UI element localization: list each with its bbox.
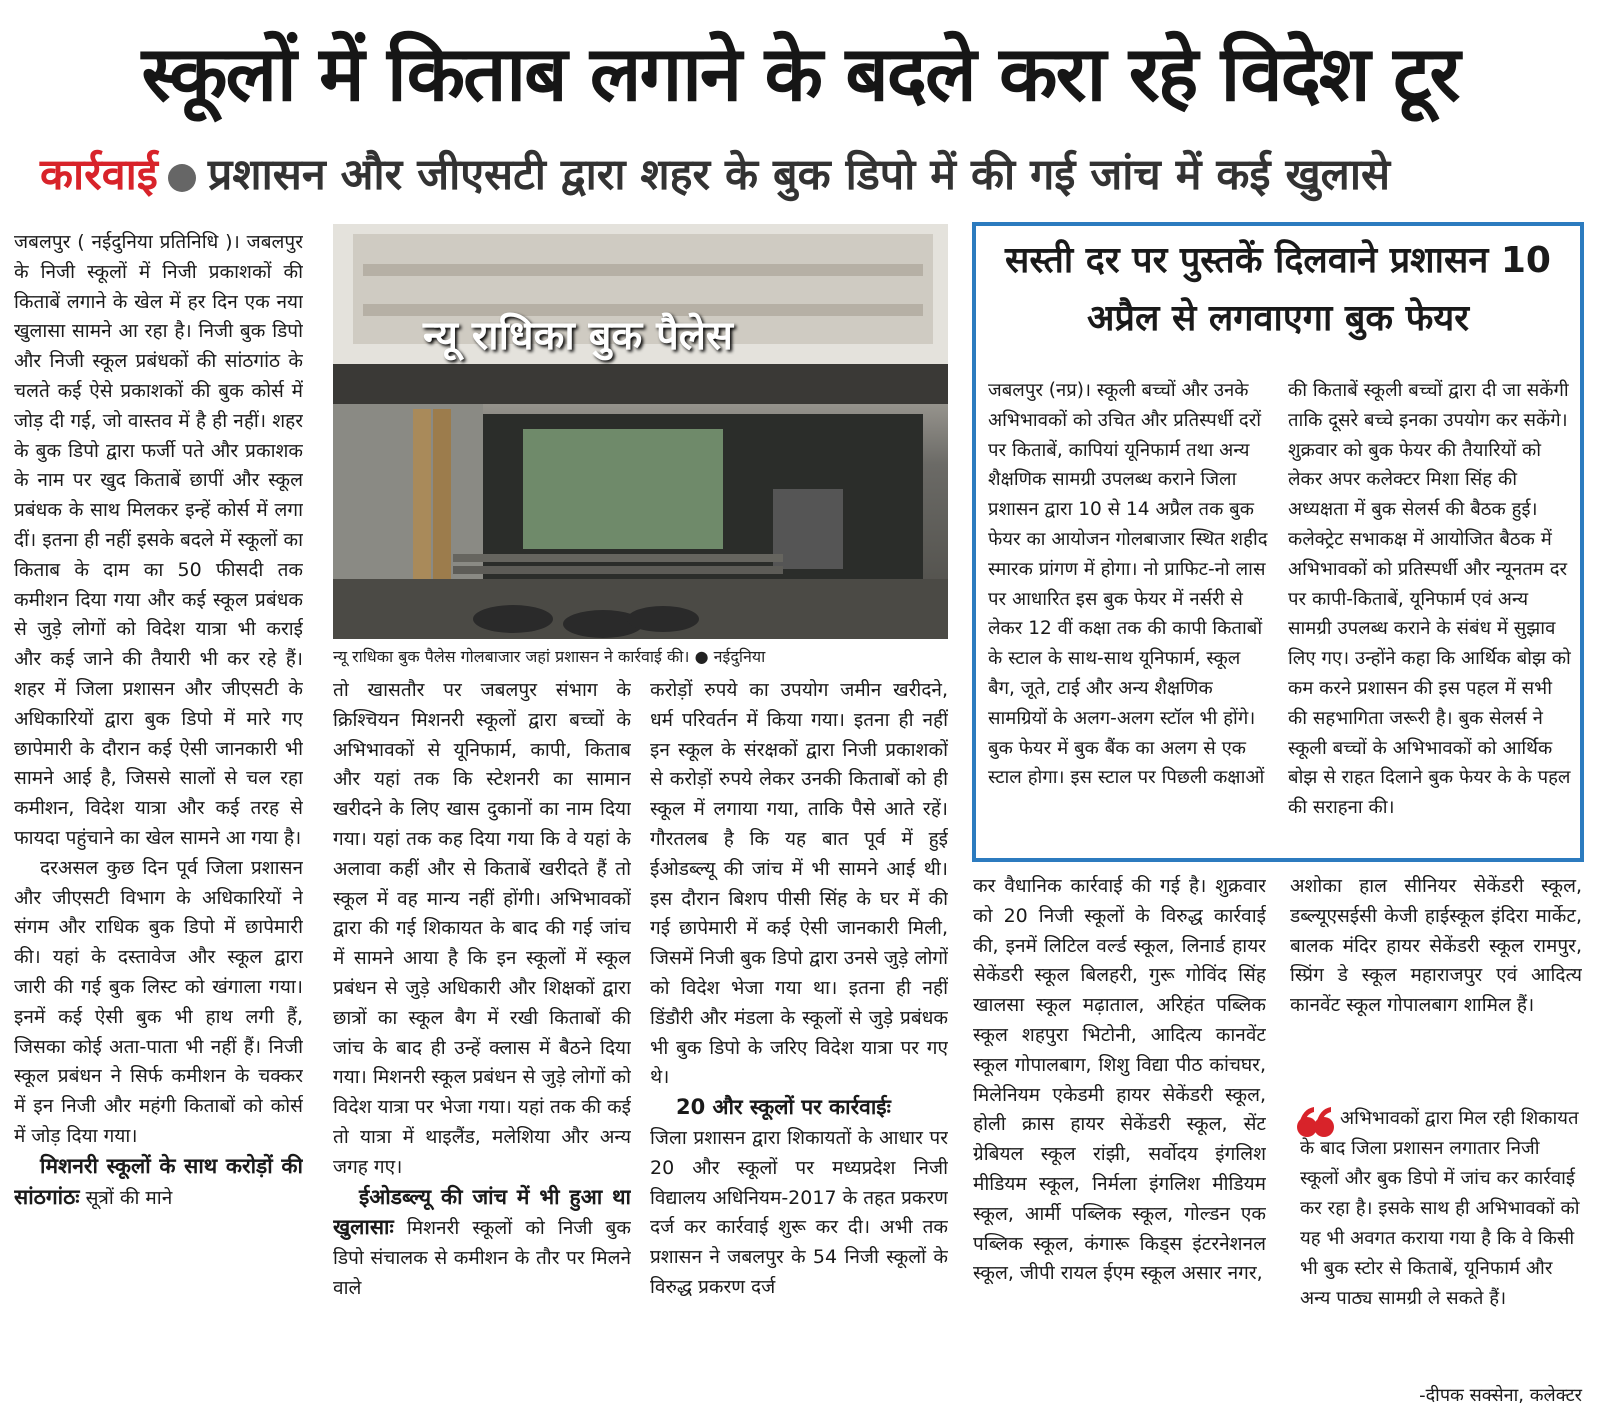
store-sign-text: न्यू राधिका बुक पैलेस <box>423 313 733 359</box>
bullet-dot-icon <box>168 164 196 192</box>
book-fair-column-left <box>988 376 1272 854</box>
article-paragraph: कर वैधानिक कार्रवाई की गई है। शुक्रवार को 20 निजी स्कूलों के विरुद्ध कार्रवाई की, इनमें लिटिल वर्ल्ड स्कूल, लिनार्ड हायर सेकेंडरी स्कूल बिलहरी, गुरू गोविंद सिंह खालसा स्कूल मढ़ाताल, अरिहंत पब्लिक स्कूल शहपुरा भिटोनी, आदित्य कानवेंट स्कूल गोपालबाग, शिशु विद्या पीठ कांचघर, मिलेनियम एकेडमी हायर सेकेंडरी स्कूल, होली क्रास हायर सेकेंडरी स्कूल, सेंट ग्रेबियल स्कूल रांझी, सर्वोदय इंगलिश मीडियम स्कूल, निर्मला इंगलिश मीडियम स्कूल, आर्मी पब्लिक स्कूल, गोल्डन एक पब्लिक स्कूल, कंगारू किड्स इंटरनेशनल स्कूल, जीपी रायल ईएम स्कूल असार नगर, <box>973 875 1266 1285</box>
article-paragraph: जिला प्रशासन द्वारा शिकायतों के आधार पर 20 और स्कूलों पर मध्यप्रदेश निजी विद्यालय अधिनियम-2017 के तहत प्रकरण दर्ज कर कार्रवाई शुरू कर दी। अभी तक प्रशासन ने जबलपुर के 54 निजी स्कूलों के विरुद्ध प्रकरण दर्ज <box>650 1126 948 1298</box>
kicker-label: कार्रवाई <box>40 150 158 200</box>
subheadline-text: प्रशासन और जीएसटी द्वारा शहर के बुक डिपो में की गई जांच में कई खुलासे <box>207 150 1391 200</box>
book-fair-title: सस्ती दर पर पुस्तकें दिलवाने प्रशासन 10 अप्रैल से लगवाएगा बुक फेयर <box>1005 240 1551 339</box>
store-photo-illustration <box>333 224 948 639</box>
article-column-4 <box>973 872 1266 1420</box>
section-subhead: मिशनरी स्कूलों के साथ करोड़ों की सांठगांठः <box>14 1153 303 1209</box>
store-photo <box>333 224 948 639</box>
article-paragraph: तो खासतौर पर जबलपुर संभाग के क्रिश्चियन मिशनरी स्कूलों द्वारा बच्चों के अभिभावकों से यूनिफार्म, कापी, किताब और यहां तक कि स्टेशनरी का सामान खरीदने के लिए खास दुकानों का नाम दिया गया। यहां तक कह दिया गया कि वे यहां के अलावा कहीं और से किताबें खरीदते हैं तो स्कूल में वह मान्य नहीं होंगी। अभिभावकों द्वारा की गई शिकायत के बाद की गई जांच में सामने आया है कि इन स्कूलों में स्कूल प्रबंधन से जुड़े अधिकारी और शिक्षकों द्वारा छात्रों का स्कूल बैग में रखी किताबों की जांच के बाद ही उन्हें क्लास में बैठने दिया गया। मिशनरी स्कूल प्रबंधन से जुड़े लोगों को विदेश यात्रा पर भेजा गया। यहां तक की कई तो यात्रा में थाइलैंड, मलेशिया और अन्य जगह गए। <box>333 679 631 1178</box>
article-paragraph: मिशनरी स्कूलों को निजी बुक डिपो संचालक से कमीशन के तौर पर मिलने वाले <box>333 1217 631 1299</box>
article-paragraph: जबलपुर ( नईदुनिया प्रतिनिधि )। जबलपुर के निजी स्कूलों में निजी प्रकाशकों की किताबें लगाने के खेल में हर दिन एक नया खुलासा सामने आ रहा है। निजी बुक डिपो और निजी स्कूल प्रबंधकों की सांठगांठ के चलते कई ऐसे प्रकाशकों की बुक कोर्स में जोड़ दी गई, जो वास्तव में है ही नहीं। शहर के बुक डिपो द्वारा फर्जी पते और प्रकाशक के नाम पर खुद किताबें छापीं और स्कूल प्रबंधक के साथ मिलकर इन्हें कोर्स में लगा दीं। इतना ही नहीं इसके बदले में स्कूलों का किताब के दाम का 50 फीसदी तक कमीशन दिया गया और कई स्कूल प्रबंधक से जुड़े लोगों को विदेश यात्रा भी कराई और कई जाने की तैयारी भी कर रहे हैं। शहर में जिला प्रशासन और जीएसटी के अधिकारियों द्वारा बुक डिपो में मारे गए छापेमारी के दौरान कई ऐसी जानकारी भी सामने आई है, जिससे सालों से चल रहा कमीशन, विदेश यात्रा और कई तरह से फायदा पहुंचाने का खेल सामने आ गया है। <box>14 231 303 849</box>
book-fair-paragraph: की किताबें स्कूली बच्चों द्वारा दी जा सकेंगी ताकि दूसरे बच्चे इनका उपयोग कर सकेंगे। शुक्रवार को बुक फेयर की तैयारियों को लेकर अपर कलेक्टर मिशा सिंह की अध्यक्षता में बुक सेलर्स की बैठक हुई। कलेक्ट्रेट सभाकक्ष में आयोजित बैठक में अभिभावकों को प्रतिस्पर्धी और न्यूनतम दर पर कापी-किताबें, यूनिफार्म एवं अन्य सामग्री उपलब्ध कराने के संबंध में सुझाव लिए गए। उन्होंने कहा कि आर्थिक बोझ को कम करने प्रशासन की इस पहल में सभी की सहभागिता जरूरी है। बुक सेलर्स ने स्कूली बच्चों के अभिभावकों को आर्थिक बोझ से राहत दिलाने बुक फेयर के के पहल की सराहना की। <box>1288 380 1571 819</box>
article-column-1 <box>14 228 303 1420</box>
collector-signature: -दीपक सक्सेना, कलेक्टर <box>1419 1385 1582 1406</box>
article-paragraph: अशोका हाल सीनियर सेकेंडरी स्कूल, डब्ल्यूएसईसी केजी हाईस्कूल इंदिरा मार्केट, बालक मंदिर हायर सेकेंडरी स्कूल रामपुर, स्प्रिंग डे स्कूल महाराजपुर एवं आदित्य कानवेंट स्कूल गोपालबाग शामिल हैं। <box>1290 875 1582 1017</box>
subheadline <box>40 140 1580 210</box>
section-subhead: 20 और स्कूलों पर कार्रवाईः <box>676 1095 891 1120</box>
book-fair-column-right <box>1288 376 1574 854</box>
article-paragraph: करोड़ों रुपये का उपयोग जमीन खरीदने, धर्म परिवर्तन में किया गया। इतना ही नहीं इन स्कूल के संरक्षकों द्वारा निजी प्रकाशकों से करोड़ों रुपये लेकर उनकी किताबों को ही स्कूल में लगाया गया, ताकि पैसे आते रहें। गौरतलब है कि यह बात पूर्व में हुई ईओडब्ल्यू की जांच में भी सामने आई थी। इस दौरान बिशप पीसी सिंह के घर में की गई छापेमारी में कई ऐसी जानकारी मिली, जिसमें निजी बुक डिपो द्वारा उनसे जुड़े लोगों को विदेश भेजा गया था। इतना ही नहीं डिंडौरी और मंडला के स्कूलों से जुड़े प्रबंधक भी बुक डिपो के जरिए विदेश यात्रा पर गए थे। <box>650 679 948 1089</box>
headline: स्कूलों में किताब लगाने के बदले करा रहे विदेश टूर <box>141 29 1459 118</box>
article-column-5 <box>1290 872 1582 1072</box>
collector-quote <box>1300 1104 1582 1376</box>
article-paragraph: सूत्रों की माने <box>79 1186 173 1209</box>
article-column-2 <box>333 676 631 1420</box>
section-subhead: ईओडब्ल्यू की जांच में भी हुआ था खुलासाः <box>333 1184 631 1240</box>
book-fair-paragraph: जबलपुर (नप्र)। स्कूली बच्चों और उनके अभिभावकों को उचित और प्रतिस्पर्धी दरों पर किताबें, कापियां यूनिफार्म तथा अन्य शैक्षणिक सामग्री उपलब्ध कराने जिला प्रशासन द्वारा 10 से 14 अप्रैल तक बुक फेयर का आयोजन गोलबाजार स्थित शहीद स्मारक प्रांगण में होगा। नो प्राफिट-नो लास पर आधारित इस बुक फेयर में नर्सरी से लेकर 12 वीं कक्षा तक की कापी किताबों के स्टाल के साथ-साथ यूनिफार्म, स्कूल बैग, जूते, टाई और अन्य शैक्षणिक सामग्रियों के अलग-अलग स्टॉल भी होंगे। बुक फेयर में बुक बैंक का अलग से एक स्टाल होगा। इस स्टाल पर पिछली कक्षाओं <box>988 380 1268 789</box>
photo-caption: न्यू राधिका बुक पैलेस गोलबाजार जहां प्रशासन ने कार्रवाई की। ● नईदुनिया <box>333 647 766 666</box>
article-column-3 <box>650 676 948 1420</box>
collector-quote-text: अभिभावकों द्वारा मिल रही शिकायत के बाद जिला प्रशासन लगातार निजी स्कूलों और बुक डिपो में जांच कर कार्रवाई कर रहा है। इसके साथ ही अभिभावकों को यह भी अवगत कराया गया है कि वे किसी भी बुक स्टोर से किताबें, यूनिफार्म और अन्य पाठ्य सामग्री ले सकते हैं। <box>1300 1108 1580 1309</box>
article-paragraph: दरअसल कुछ दिन पूर्व जिला प्रशासन और जीएसटी विभाग के अधिकारियों ने संगम और राधिक बुक डिपो में छापेमारी की। यहां के दस्तावेज और स्कूल द्वारा जारी की गई बुक लिस्ट को खंगाला गया। इनमें कई ऐसी बुक भी हाथ लगी हैं, जिसका कोई अता-पाता भी नहीं हैं। निजी स्कूल प्रबंधन ने सिर्फ कमीशन के चक्कर में इन निजी और महंगी किताबों को कोर्स में जोड़ दिया गया। <box>14 856 303 1147</box>
